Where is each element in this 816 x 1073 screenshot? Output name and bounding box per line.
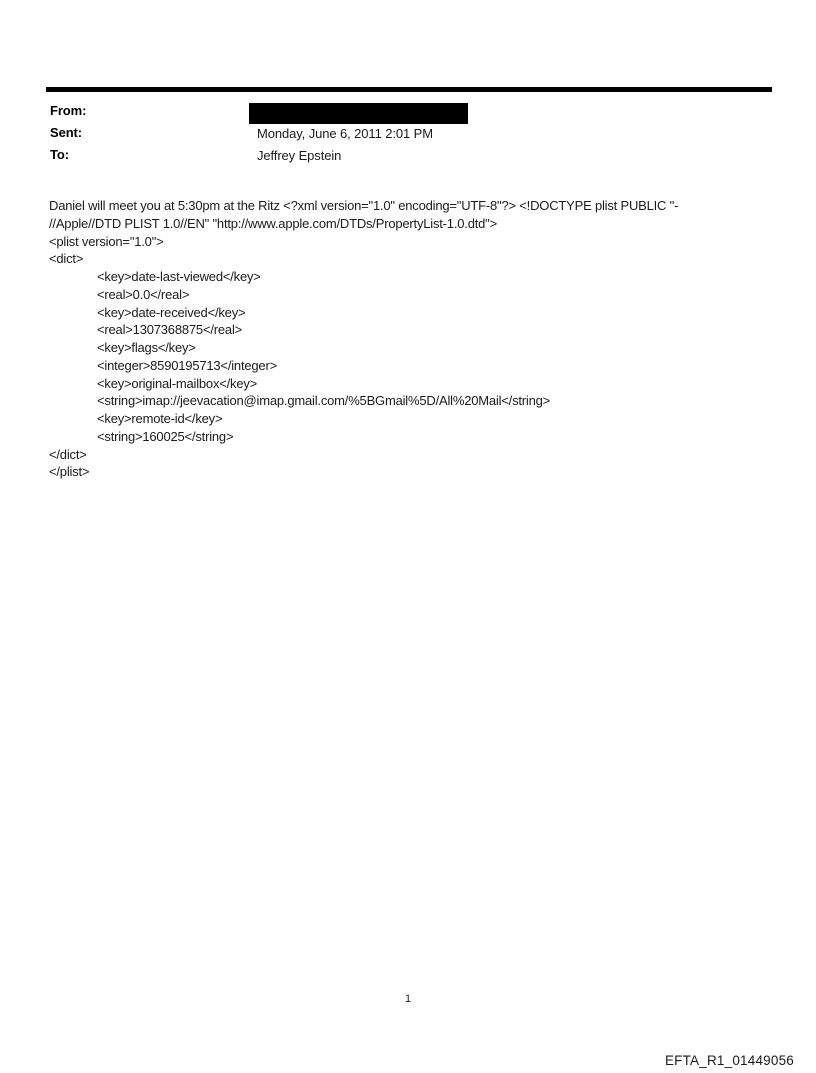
body-line: <integer>8590195713</integer> bbox=[97, 357, 277, 373]
sent-value: Monday, June 6, 2011 2:01 PM bbox=[257, 126, 433, 141]
from-label: From: bbox=[50, 103, 87, 118]
body-line: <key>date-last-viewed</key> bbox=[97, 269, 261, 284]
sent-label: Sent: bbox=[50, 125, 83, 140]
body-line: <plist version="1.0"> bbox=[49, 233, 164, 249]
body-line: </plist> bbox=[49, 464, 90, 480]
bates-number: EFTA_R1_01449056 bbox=[664, 1053, 794, 1068]
body-line: <key>flags</key> bbox=[97, 340, 196, 355]
body-line: <key>original-mailbox</key> bbox=[97, 375, 258, 391]
page-number: 1 bbox=[404, 993, 412, 1005]
body-line: </dict> bbox=[49, 446, 87, 462]
body-line: Daniel will meet you at 5:30pm at the Ritz <?xml version="1.0" encoding="UTF-8"?> <!DOCTYPE plist PUBLIC "- bbox=[49, 198, 679, 213]
to-label: To: bbox=[50, 147, 69, 162]
body-line: <key>remote-id</key> bbox=[97, 411, 223, 426]
body-line: <real>1307368875</real> bbox=[97, 322, 243, 338]
to-value: Jeffrey Epstein bbox=[257, 148, 342, 163]
header-divider-rule bbox=[46, 87, 772, 92]
body-line: <string>160025</string> bbox=[97, 428, 234, 444]
email-body bbox=[49, 197, 769, 481]
body-line: <real>0.0</real> bbox=[97, 286, 190, 302]
body-line: <key>date-received</key> bbox=[97, 304, 246, 320]
body-line: <dict> bbox=[49, 251, 84, 267]
from-redaction-bar bbox=[249, 103, 468, 124]
body-line: //Apple//DTD PLIST 1.0//EN" "http://www.apple.com/DTDs/PropertyList-1.0.dtd"> bbox=[49, 215, 497, 231]
body-line: <string>imap://jeevacation@imap.gmail.com/%5BGmail%5D/All%20Mail</string> bbox=[97, 393, 551, 409]
